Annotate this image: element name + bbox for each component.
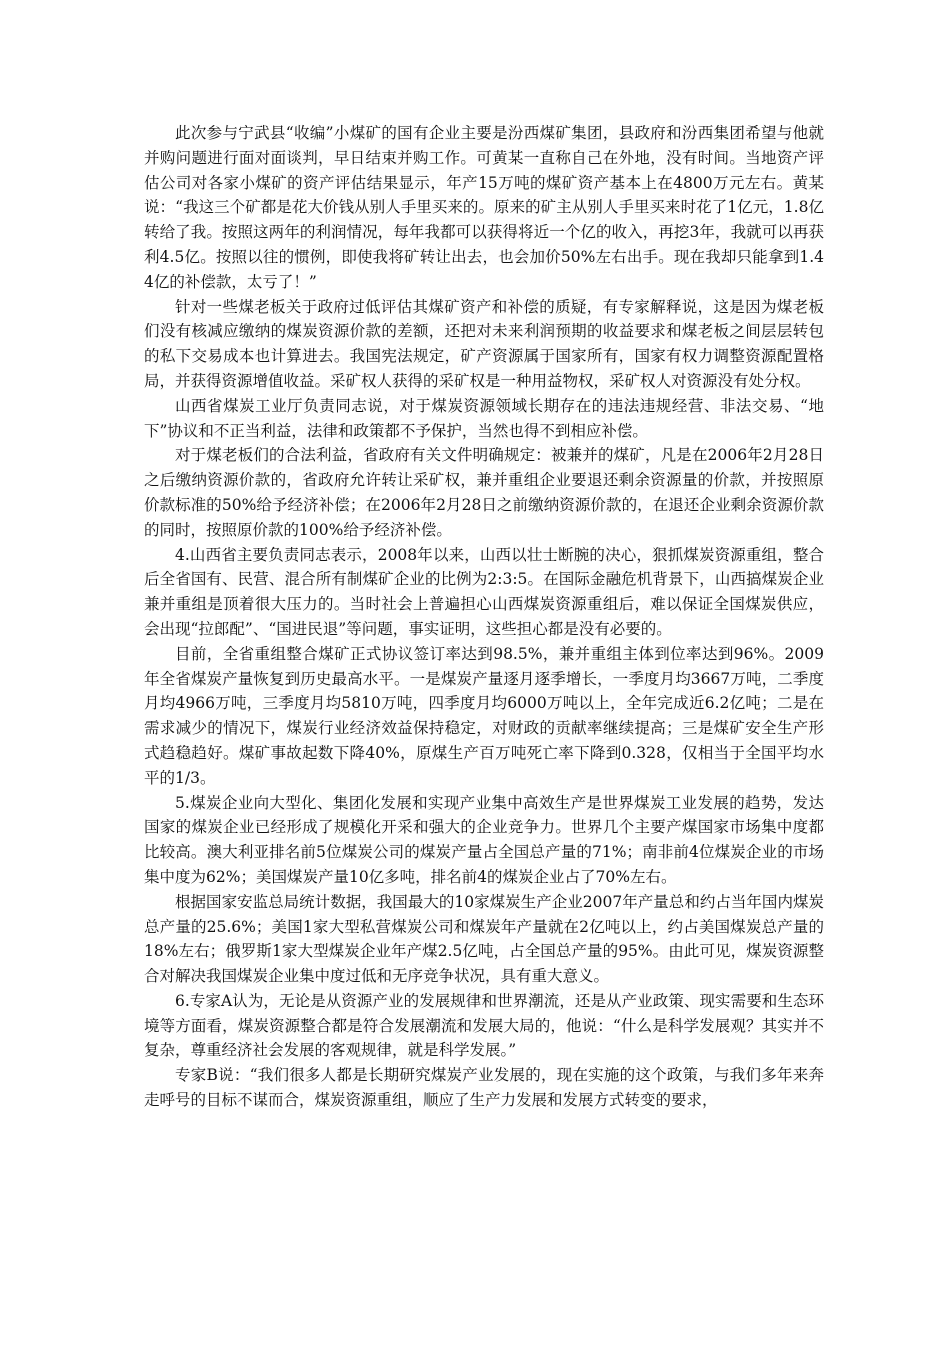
paragraph-4: 对于煤老板们的合法利益，省政府有关文件明确规定：被兼并的煤矿，凡是在2006年2月28日之后缴纳资源价款的，省政府允许转让采矿权，兼并重组企业要退还剩余资源量的价款，并按照原价款标准的50%给予经济补偿；在2006年2月28日之前缴纳资源价款的，在退还企业剩余资源价款的同时，按照原价款的100%给予经济补偿。	[144, 446, 824, 539]
paragraph-3: 山西省煤炭工业厅负责同志说，对于煤炭资源领域长期存在的违法违规经营、非法交易、“地下”协议和不正当利益，法律和政策都不予保护，当然也得不到相应补偿。	[144, 396, 824, 440]
document-page	[144, 121, 824, 1113]
paragraph-1: 此次参与宁武县“收编”小煤矿的国有企业主要是汾西煤矿集团，县政府和汾西集团希望与他就并购问题进行面对面谈判，早日结束并购工作。可黄某一直称自己在外地，没有时间。当地资产评估公司对各家小煤矿的资产评估结果显示，年产15万吨的煤矿资产基本上在4800万元左右。黄某说：“我这三个矿都是花大价钱从别人手里买来的。原来的矿主从别人手里买来时花了1亿元，1.8亿转给了我。按照这两年的利润情况，每年我都可以获得将近一个亿的收入，再挖3年，我就可以再获利4.5亿。按照以往的惯例，即使我将矿转让出去，也会加价50%左右出手。现在我却只能拿到1.44亿的补偿款，太亏了！”	[144, 124, 824, 291]
paragraph-2: 针对一些煤老板关于政府过低评估其煤矿资产和补偿的质疑，有专家解释说，这是因为煤老板们没有核减应缴纳的煤炭资源价款的差额，还把对未来利润预期的收益要求和煤老板之间层层转包的私下交易成本也计算进去。我国宪法规定，矿产资源属于国家所有，国家有权力调整资源配置格局，并获得资源增值收益。采矿权人获得的采矿权是一种用益物权，采矿权人对资源没有处分权。	[144, 297, 824, 390]
paragraph-9: 6.专家A认为，无论是从资源产业的发展规律和世界潮流，还是从产业政策、现实需要和生态环境等方面看，煤炭资源整合都是符合发展潮流和发展大局的，他说：“什么是科学发展观？其实并不复杂，尊重经济社会发展的客观规律，就是科学发展。”	[144, 991, 824, 1060]
paragraph-6: 目前，全省重组整合煤矿正式协议签订率达到98.5%，兼并重组主体到位率达到96%。2009年全省煤炭产量恢复到历史最高水平。一是煤炭产量逐月逐季增长，一季度月均3667万吨，二季度月均4966万吨，三季度月均5810万吨，四季度月均6000万吨以上，全年完成近6.2亿吨；二是在需求减少的情况下，煤炭行业经济效益保持稳定，对财政的贡献率继续提高；三是煤矿安全生产形式趋稳趋好。煤矿事故起数下降40%，原煤生产百万吨死亡率下降到0.328，仅相当于全国平均水平的1/3。	[144, 644, 824, 787]
paragraph-7: 5.煤炭企业向大型化、集团化发展和实现产业集中高效生产是世界煤炭工业发展的趋势，发达国家的煤炭企业已经形成了规模化开采和强大的企业竞争力。世界几个主要产煤国家市场集中度都比较高。澳大利亚排名前5位煤炭公司的煤炭产量占全国总产量的71%；南非前4位煤炭企业的市场集中度为62%；美国煤炭产量10亿多吨，排名前4的煤炭企业占了70%左右。	[144, 793, 824, 886]
paragraph-8: 根据国家安监总局统计数据，我国最大的10家煤炭生产企业2007年产量总和约占当年国内煤炭总产量的25.6%；美国1家大型私营煤炭公司和煤炭年产量就在2亿吨以上，约占美国煤炭总产量的18%左右；俄罗斯1家大型煤炭企业年产煤2.5亿吨，占全国总产量的95%。由此可见，煤炭资源整合对解决我国煤炭企业集中度过低和无序竞争状况，具有重大意义。	[144, 892, 824, 986]
paragraph-5: 4.山西省主要负责同志表示，2008年以来，山西以壮士断腕的决心，狠抓煤炭资源重组，整合后全省国有、民营、混合所有制煤矿企业的比例为2:3:5。在国际金融危机背景下，山西搞煤炭企业兼并重组是顶着很大压力的。当时社会上普遍担心山西煤炭资源重组后，难以保证全国煤炭供应，会出现“拉郎配”、“国进民退”等问题，事实证明，这些担心都是没有必要的。	[144, 545, 824, 638]
paragraph-10: 专家B说：“我们很多人都是长期研究煤炭产业发展的，现在实施的这个政策，与我们多年来奔走呼号的目标不谋而合，煤炭资源重组，顺应了生产力发展和发展方式转变的要求，	[144, 1066, 824, 1110]
